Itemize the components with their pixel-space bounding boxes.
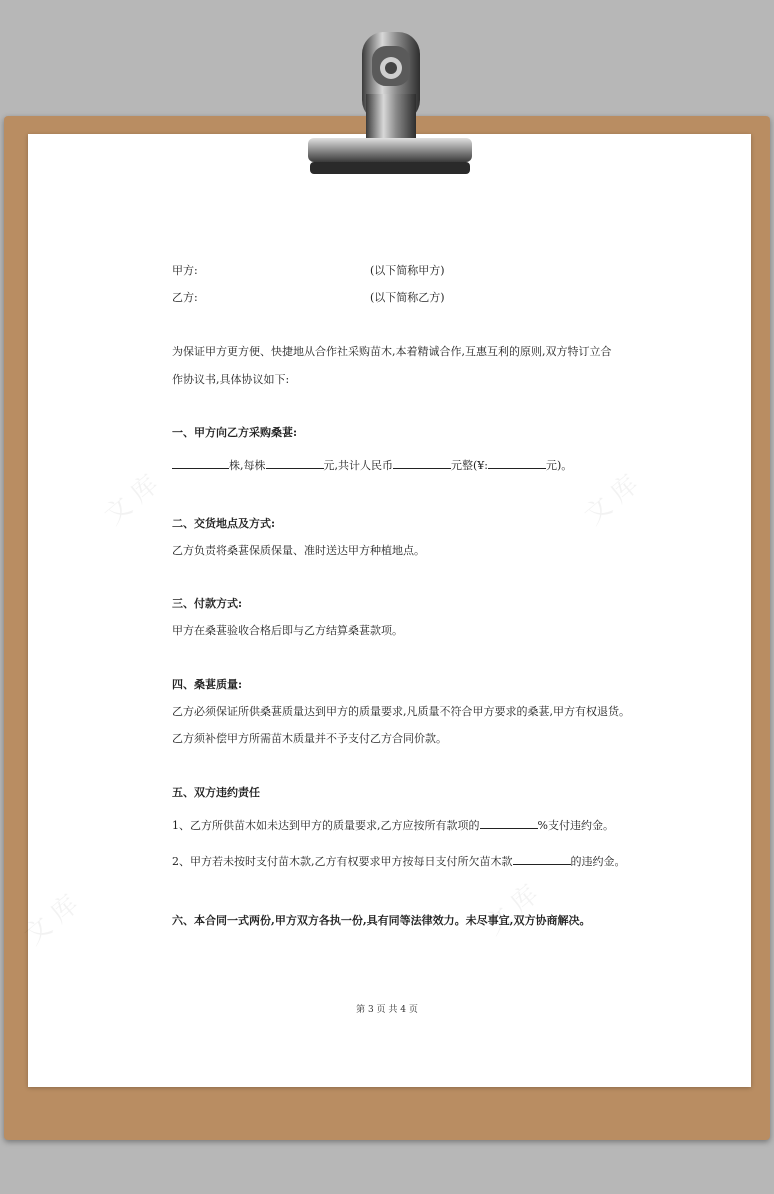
party-a-note: (以下简称甲方) xyxy=(370,264,445,277)
party-b-row xyxy=(172,291,445,305)
blank-quantity[interactable] xyxy=(172,457,229,469)
section-1-text-1: 株,每株 xyxy=(229,459,266,472)
intro-line-2: 作协议书,具体协议如下: xyxy=(172,373,290,386)
section-5-item-2-text: 2、甲方若未按时支付苗木款,乙方有权要求甲方按每日支付所欠苗木款 xyxy=(172,855,513,868)
party-a-label: 甲方: xyxy=(172,264,198,277)
section-2-heading: 二、交货地点及方式: xyxy=(172,517,276,530)
section-5-item-1-text: 1、乙方所供苗木如未达到甲方的质量要求,乙方应按所有款项的 xyxy=(172,819,480,832)
blank-total-words[interactable] xyxy=(393,457,451,469)
blank-daily-penalty[interactable] xyxy=(513,853,571,865)
section-1-terms xyxy=(172,457,572,473)
watermark: 文 库 xyxy=(99,469,165,532)
section-1-text-3: 元整(¥: xyxy=(451,459,488,472)
section-4-line-2: 乙方须补偿甲方所需苗木质量并不予支付乙方合同价款。 xyxy=(172,732,447,745)
section-1-text-2: 元,共计人民币 xyxy=(323,459,393,472)
party-b-label: 乙方: xyxy=(172,291,198,304)
section-3-text: 甲方在桑葚验收合格后即与乙方结算桑葚款项。 xyxy=(172,624,403,637)
blank-unit-price[interactable] xyxy=(266,457,324,469)
watermark: 文 库 xyxy=(479,879,545,942)
section-2-text: 乙方负责将桑葚保质保量、准时送达甲方种植地点。 xyxy=(172,544,425,557)
blank-penalty-percent[interactable] xyxy=(480,817,538,829)
section-5-item-1 xyxy=(172,817,614,833)
section-6-text: 六、本合同一式两份,甲方双方各执一份,具有同等法律效力。未尽事宜,双方协商解决。 xyxy=(172,914,591,927)
section-3-heading: 三、付款方式: xyxy=(172,597,243,610)
section-5-item-2-suffix: 的违约金。 xyxy=(570,855,626,868)
party-b-note: (以下简称乙方) xyxy=(370,291,445,304)
section-4-heading: 四、桑葚质量: xyxy=(172,678,243,691)
section-5-item-2 xyxy=(172,853,626,869)
section-5-heading: 五、双方违约责任 xyxy=(172,786,260,799)
watermark: 文 库 xyxy=(19,889,85,952)
section-5-item-1-suffix: %支付违约金。 xyxy=(537,819,614,832)
party-a-row xyxy=(172,264,445,278)
page-number: 第 3 页 共 4 页 xyxy=(356,1005,418,1015)
intro-line-1: 为保证甲方更方便、快捷地从合作社采购苗木,本着精诚合作,互惠互利的原则,双方特订立合 xyxy=(172,345,612,358)
watermark: 文 库 xyxy=(579,469,645,532)
section-4-line-1: 乙方必须保证所供桑葚质量达到甲方的质量要求,凡质量不符合甲方要求的桑葚,甲方有权退货。 xyxy=(172,705,630,718)
section-1-heading: 一、甲方向乙方采购桑葚: xyxy=(172,426,298,439)
section-1-text-4: 元)。 xyxy=(546,459,573,472)
blank-total-number[interactable] xyxy=(488,457,546,469)
